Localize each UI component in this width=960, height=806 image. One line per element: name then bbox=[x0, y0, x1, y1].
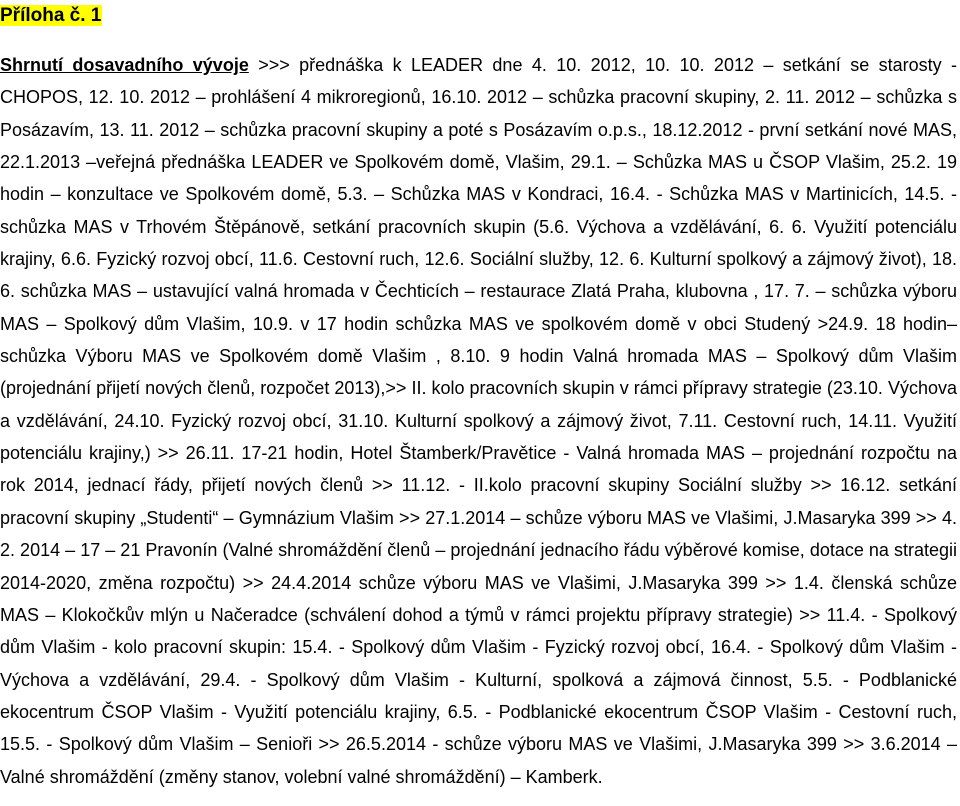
page-heading bbox=[0, 4, 102, 28]
paragraph-body: >>> přednáška k LEADER dne 4. 10. 2012, 10. 10. 2012 – setkání se starosty - CHOPOS, 12. 10. 2012 – prohlášení 4 mikroregionů, 16.10. 2012 – schůzka pracovní skupiny, 2. 11. 2012 – schůzka s Posázavím, 13. 11. 2012 – schůzka pracovní skupiny a poté s Posázavím o.p.s., 18.12.2012 - první setkání nové MAS, 22.1.2013 –veřejná přednáška LEADER ve Spolkovém domě, Vlašim, 29.1. – Schůzka MAS u ČSOP Vlašim, 25.2. 19 hodin – konzultace ve Spolkovém domě, 5.3. – Schůzka MAS v Kondraci, 16.4. - Schůzka MAS v Martinicích, 14.5. - schůzka MAS v Trhovém Štěpánově, setkání pracovních skupin (5.6. Výchova a vzdělávání, 6. 6. Využití potenciálu krajiny, 6.6. Fyzický rozvoj obcí, 11.6. Cestovní ruch, 12.6. Sociální služby, 12. 6. Kulturní spolkový a zájmový život), 18. 6. schůzka MAS – ustavující valná hromada v Čechticích – restaurace Zlatá Praha, klubovna , 17. 7. – schůzka výboru MAS – Spolkový dům Vlašim, 10.9. v 17 hodin schůzka MAS ve spolkovém domě v obci Studený >24.9. 18 hodin– schůzka Výboru MAS ve Spolkovém domě Vlašim , 8.10. 9 hodin Valná hromada MAS – Spolkový dům Vlašim (projednání přijetí nových členů, rozpočet 2013),>> II. kolo pracovních skupin v rámci přípravy strategie (23.10. Výchova a vzdělávání, 24.10. Fyzický rozvoj obcí, 31.10. Kulturní spolkový a zájmový život, 7.11. Cestovní ruch, 14.11. Využití potenciálu krajiny,) >> 26.11. 17-21 hodin, Hotel Štamberk/Pravětice - Valná hromada MAS – projednání rozpočtu na rok 2014, jednací řády, přijetí nových členů >> 11.12. - II.kolo pracovní skupiny Sociální služby >> 16.12. setkání pracovní skupiny „Studenti“ – Gymnázium Vlašim >> 27.1.2014 – schůze výboru MAS ve Vlašimi, J.Masaryka 399 >> 4. 2. 2014 – 17 – 21 Pravonín (Valné shromáždění členů – projednání jednacího řádu výběrové komise, dotace na strategii 2014-2020, změna rozpočtu) >> 24.4.2014 schůze výboru MAS ve Vlašimi, J.Masaryka 399 >> 1.4. členská schůze MAS – Klokočkův mlýn u Načeradce (schválení dohod a týmů v rámci projektu přípravy strategie) >> 11.4. - Spolkový dům Vlašim - kolo pracovní skupin: 15.4. - Spolkový dům Vlašim - Fyzický rozvoj obcí, 16.4. - Spolkový dům Vlašim - Výchova a vzdělávání, 29.4. - Spolkový dům Vlašim - Kulturní, spolková a zájmová činnost, 5.5. - Podblanické ekocentrum ČSOP Vlašim - Využití potenciálu krajiny, 6.5. - Podblanické ekocentrum ČSOP Vlašim - Cestovní ruch, 15.5. - Spolkový dům Vlašim – Senioři >> 26.5.2014 - schůze výboru MAS ve Vlašimi, J.Masaryka 399 >> 3.6.2014 – Valné shromáždění (změny stanov, volební valné shromáždění) – Kamberk. bbox=[0, 55, 958, 787]
heading-highlight: Příloha č. 1 bbox=[0, 5, 102, 26]
summary-paragraph bbox=[0, 49, 957, 793]
paragraph-lead: Shrnutí dosavadního vývoje bbox=[0, 55, 249, 75]
